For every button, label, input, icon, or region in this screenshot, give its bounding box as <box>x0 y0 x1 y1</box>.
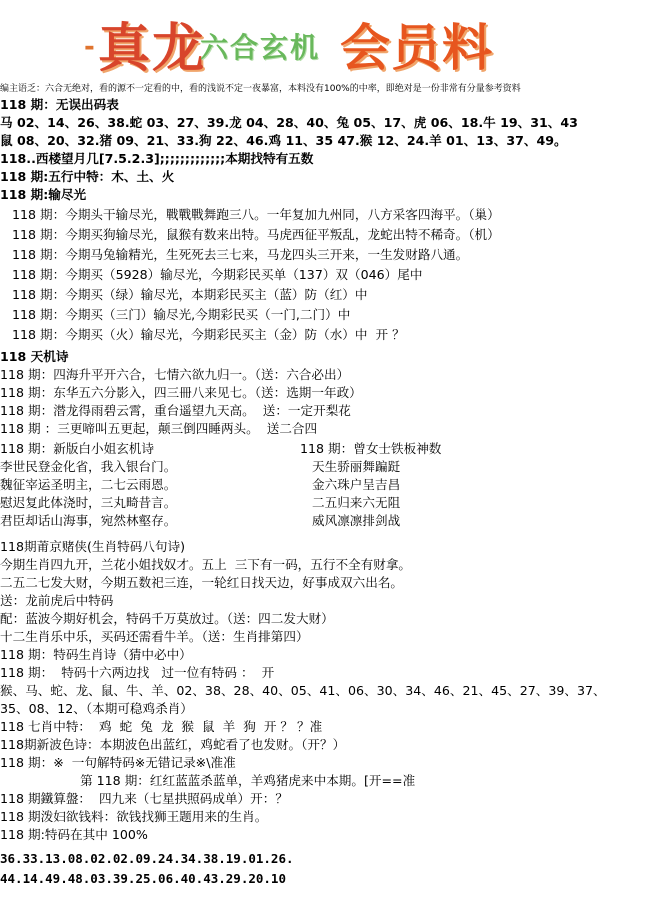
line-16: 118 期：东华五六分影入，四三冊八来见七。（送：选期一年政） <box>0 385 362 400</box>
line-17: 118 期：潜龙得雨碧云霄，重台遥望九天高。 送：一定开梨花 <box>0 403 351 418</box>
line-14: 118 天机诗 <box>0 349 69 364</box>
line2-07: 118 期：特码生肖诗（猜中必中） <box>0 647 192 662</box>
right-poem-line: 天生骄丽舞蹁跹 <box>312 459 401 474</box>
line-07: 118 期：今期头干输尽光，戰戰戰舞跑三八。一年复加九州同，八方采客四海平。（巢） <box>0 207 500 222</box>
title-liuhexuanji: 六合玄机 <box>200 31 321 64</box>
header-banner <box>0 0 646 78</box>
line-11: 118 期：今期买（绿）输尽光，本期彩民买主（蓝）防（红）中 <box>0 287 368 302</box>
line-05: 118 期:五行中特：木、土、火 <box>0 169 175 184</box>
left-poem-line: 魏征宰运圣明主，二七云雨恩。 <box>0 477 177 492</box>
line-12: 118 期：今期买（三门）输尽光,今期彩民买（一门,二门）中 <box>0 307 351 322</box>
right-poem-line: 金六珠户呈吉昌 <box>312 477 401 492</box>
banner-dash: - <box>84 32 95 62</box>
line2-05: 配：蓝波今期好机会，特码千万莫放过。（送：四二发大财） <box>0 611 334 626</box>
line-10: 118 期：今期买（5928）输尽光，今期彩民买单（137）双（046）尾中 <box>0 267 423 282</box>
title-zhenlong: 真龙 <box>98 18 207 79</box>
number-row: 36.33.13.08.02.02.09.24.34.38.19.01.26. <box>0 851 294 866</box>
left-poem-line: 李世民登金化省，我入银台门。 <box>0 459 177 474</box>
line-08: 118 期：今期买狗输尽光，鼠猴有数来出特。马虎西征平叛乱，龙蛇出特不稀奇。（机） <box>0 227 500 242</box>
line-13: 118 期：今期买（火）输尽光，今期彩民买主（金）防（水）中 开 ？ <box>0 327 405 342</box>
number-row: 44.14.49.48.03.39.25.06.40.43.29.20.10 <box>0 871 286 886</box>
title-huiyuanliao: 会员料 <box>340 18 493 77</box>
line2-08: 118 期： 特码十六两边找 过一位有特码 ： 开 <box>0 665 275 680</box>
line2-13: 118 期：※ 一句解特码※无错记录※\准准 <box>0 755 236 770</box>
line-18: 118 期 ：三更啼叫五更起，颠三倒四睡两头。 送二合四 <box>0 421 318 436</box>
left-poem-title: 118 期：新版白小姐玄机诗 <box>0 441 154 456</box>
line2-10: 35、08、12、（本期可稳鸡杀肖） <box>0 701 193 716</box>
line-02: 马 02、14、26、38.蛇 03、27、39.龙 04、28、40、兔 05、17、虎 06、18.牛 19、31、43 <box>0 115 578 130</box>
right-poem-line: 威风凛凛排剑战 <box>312 513 401 528</box>
line2-14: 第 118 期：红红蓝蓝杀蓝单，羊鸡猪虎来中本期。[开==准 <box>0 773 416 788</box>
editor-note: 编主语乏：六合无绝对，看的源不一定看的中，看的浅说不定一夜暴富，本料没有100%的中率，即绝对是一份非常有分量参考资料 <box>0 84 521 94</box>
line2-03: 二五二七发大财，今期五数祀三连，一轮红日找天边，好事成双六出名。 <box>0 575 403 590</box>
left-poem-line: 慰迟复此体浇时，三丸畸昔言。 <box>0 495 177 510</box>
line-01: 118 期：无误出码表 <box>0 97 119 112</box>
line2-15: 118 期鐵算盤： 四九来（七星拱照码成单）开：？ <box>0 791 288 806</box>
line-03: 鼠 08、20、32.猪 09、21、33.狗 22、46.鸡 11、35 47.猴 12、24.羊 01、13、37、49。 <box>0 133 567 148</box>
line2-16: 118 期泼妇欲钱料：欲钱找狮王题用来的生肖。 <box>0 809 268 824</box>
line-15: 118 期：四海升平开六合，七情六欲九归一。（送：六合必出） <box>0 367 350 382</box>
line2-04: 送：龙前虎后中特码 <box>0 593 114 608</box>
right-poem-line: 二五归来六无阻 <box>312 495 401 510</box>
line2-12: 118期新波色诗：本期波色出蓝红，鸡蛇看了也发财。（开？） <box>0 737 346 752</box>
line2-09: 猴、马、蛇、龙、鼠、牛、羊、02、38、28、40、05、41、06、30、34、46、21、45、27、39、37、 <box>0 683 606 698</box>
line2-02: 今期生肖四九开，兰花小姐找奴才。五上 三下有一码，五行不全有财拿。 <box>0 557 412 572</box>
line-04: 118..西楼望月几[7.5.2.3];;;;;;;;;;;;;本期找特有五数 <box>0 151 314 166</box>
left-poem-line: 君臣却话山海事，宛然林壑存。 <box>0 513 177 528</box>
line2-17: 118 期:特码在其中 100% <box>0 827 148 842</box>
line-09: 118 期：今期马兔输精光，生死死去三七来，马龙四头三开来，一生发财路八通。 <box>0 247 469 262</box>
line2-01: 118期莆京赌侠(生肖特码八句诗) <box>0 539 185 554</box>
line2-06: 十二生肖乐中乐，买码还需看牛羊。（送：生肖排第四） <box>0 629 309 644</box>
line2-11: 118 七肖中特： 鸡 蛇 兔 龙 猴 鼠 羊 狗 开 ？ ？准 <box>0 719 323 734</box>
line-06: 118 期:输尽光 <box>0 187 87 202</box>
right-poem-title: 118 期：曾女士铁板神数 <box>300 441 442 456</box>
